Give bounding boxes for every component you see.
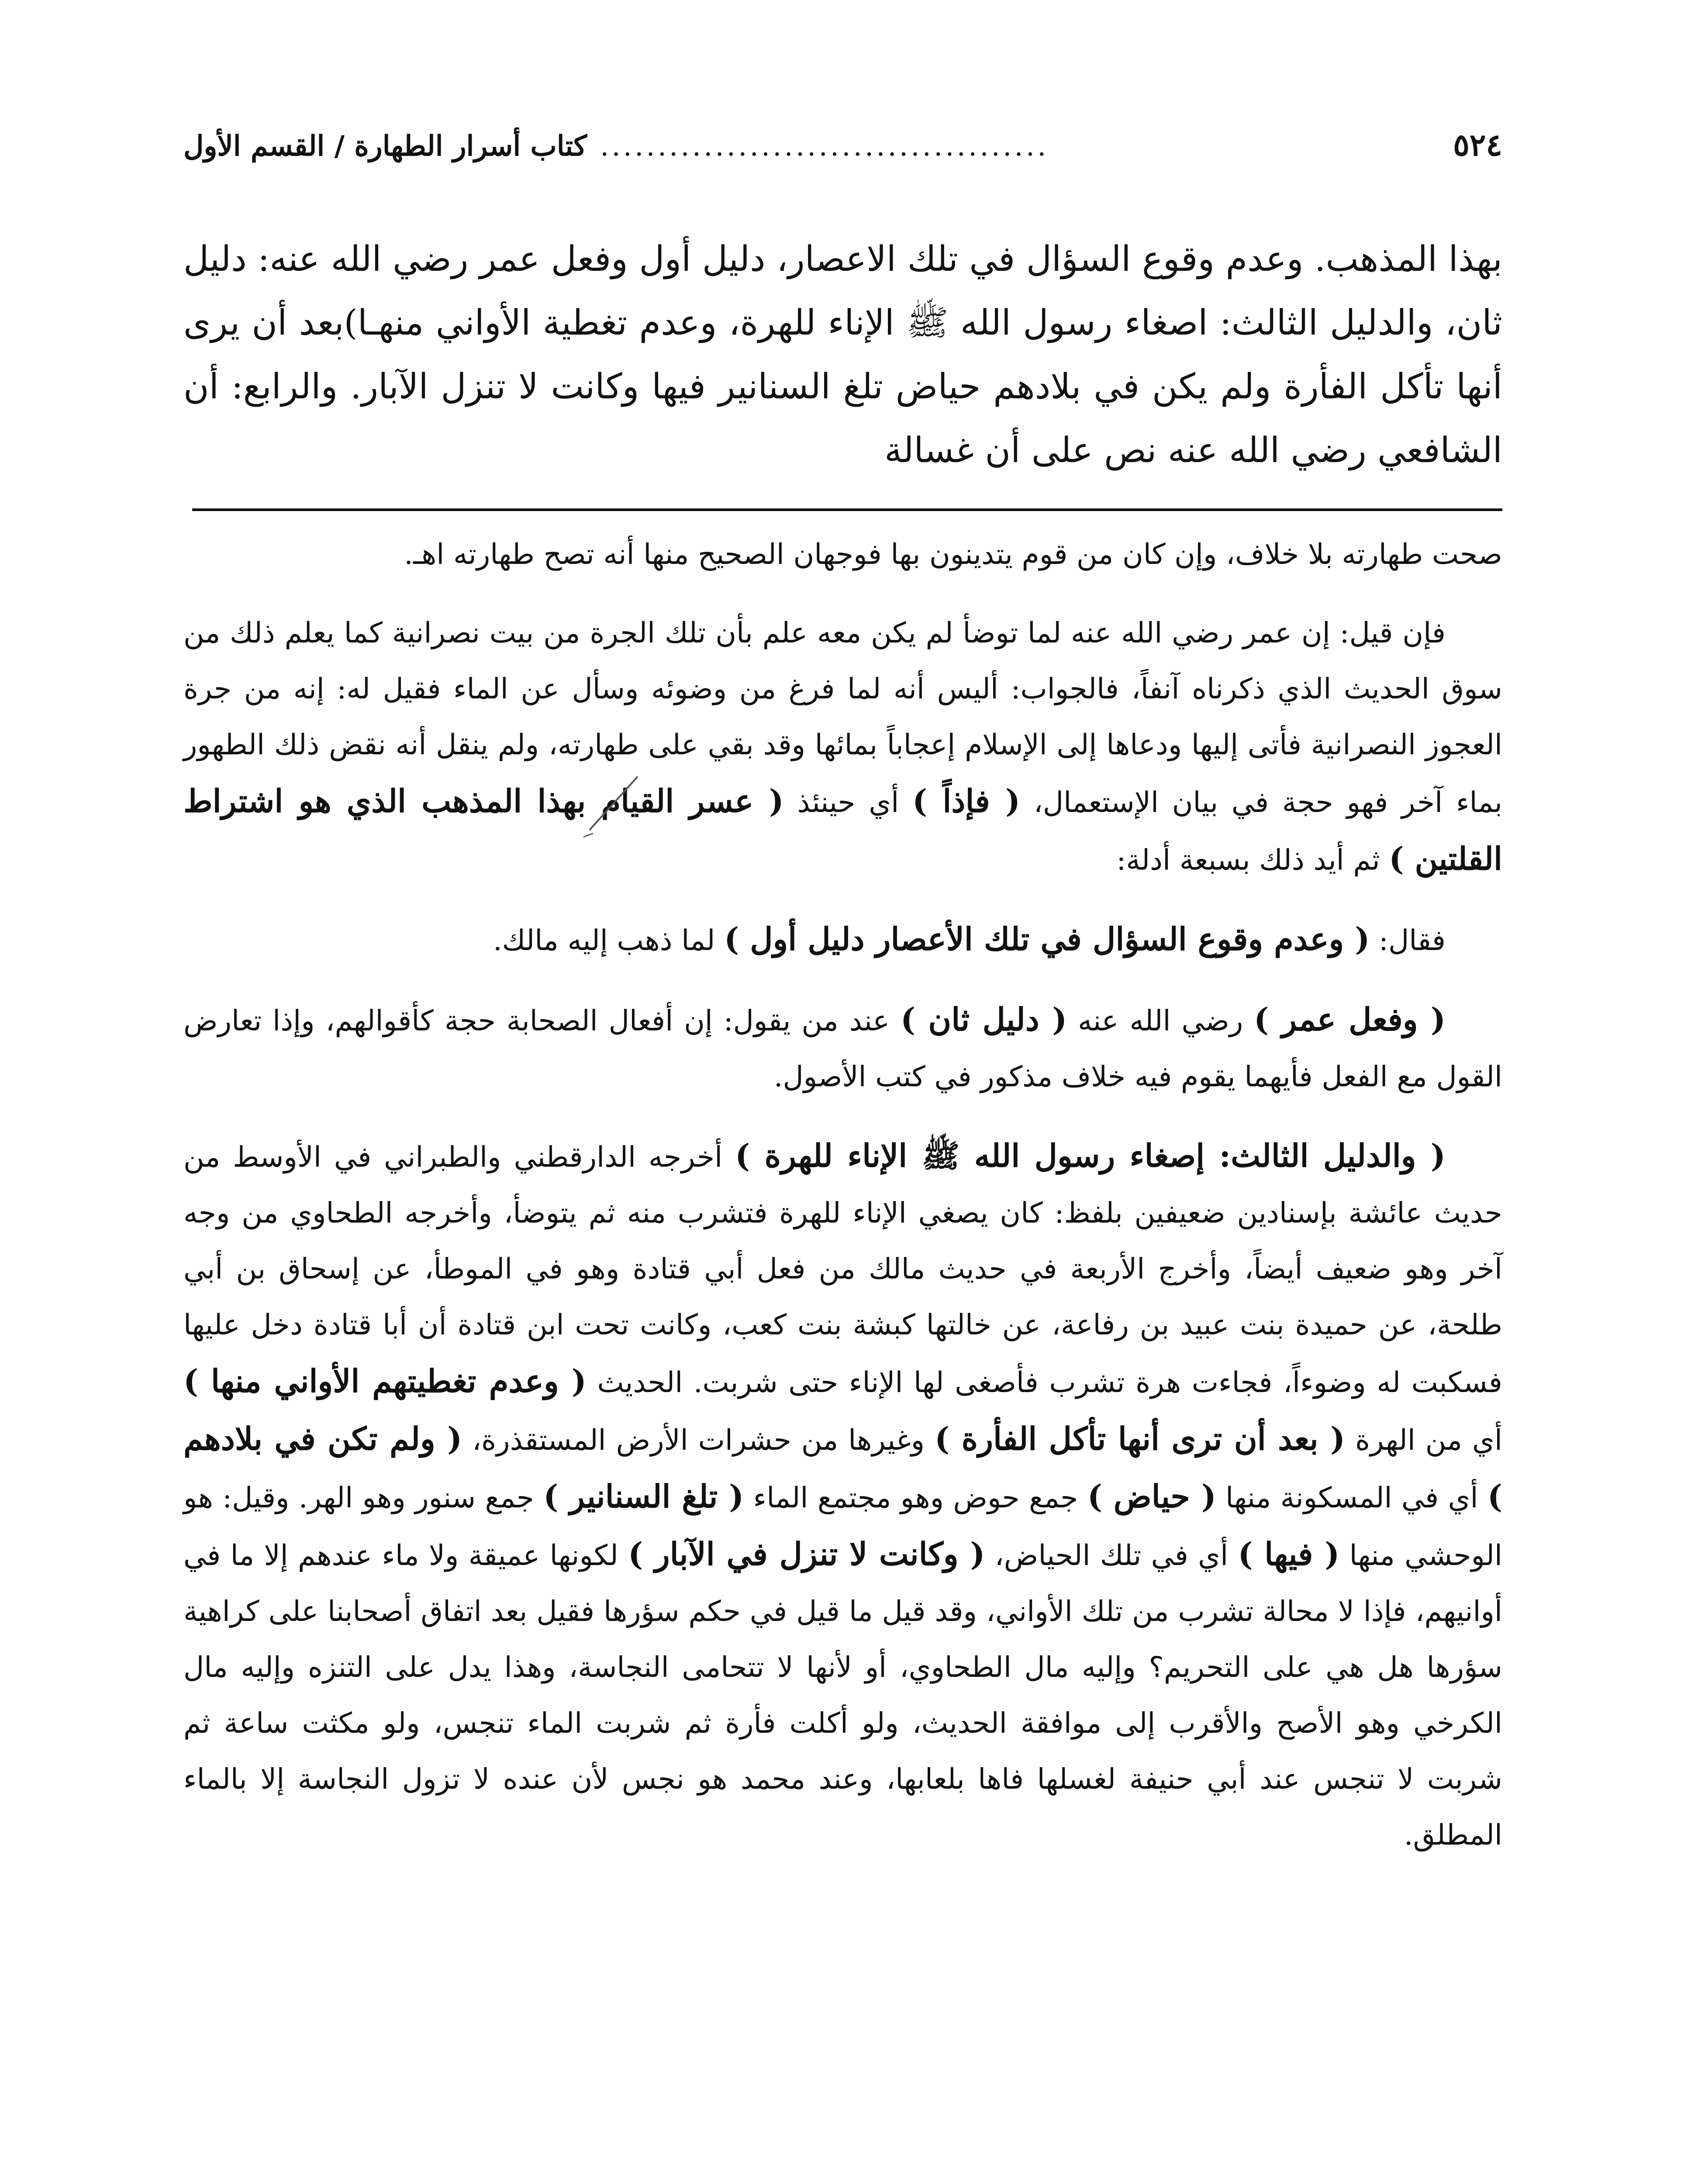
running-header — [183, 127, 1502, 183]
pen-stroke-mark — [581, 773, 642, 839]
bold-quote: ( تلغ السنانير ) — [543, 1478, 744, 1515]
commentary — [183, 527, 1502, 1863]
bold-quote: ( والدليل الثالث: إصغاء رسول الله ﷺ الإناء للهرة ) — [735, 1137, 1446, 1174]
header-leader-dots: ....................................... — [600, 130, 1049, 162]
bold-quote: ( وعدم وقوع السؤال في تلك الأعصار دليل أول ) — [724, 920, 1370, 957]
bold-quote: ( وكانت لا تنزل في الآبار ) — [628, 1535, 985, 1572]
bold-quote: ( وفعل عمر ) — [1254, 1001, 1446, 1038]
main-text: بهذا المذهب. وعدم وقوع السؤال في تلك الاعصار، دليل أول وفعل عمر رضي الله عنه: دليل ثان، والدليل الثالث: اصغاء رسول الله ﷺ الإناء للهرة، وعدم تغطية الأواني منهـا)بعد أن يرى أنها تأكل الفأرة ولم يكن في بلادهم حياض تلغ السنانير فيها وكانت لا تنزل الآبار. والرابع: أن الشافعي رضي الله عنه نص على أن غسالة — [183, 238, 1502, 470]
commentary-paragraph-5: ( والدليل الثالث: إصغاء رسول الله ﷺ الإناء للهرة ) أخرجه الدارقطني والطبراني في الأوسط من حديث عائشة بإسنادين ضعيفين بلفظ: كان يصغي الإناء للهرة فتشرب منه ثم يتوضأ، وأخرجه الطحاوي من وجه آخر وهو ضعيف أيضاً، وأخرج الأربعة في حديث مالك من فعل أبي قتادة وهو في الموطأ، عن إسحاق بن أبي طلحة، عن حميدة بنت عبيد بن رفاعة، عن خالتها كبشة بنت كعب، وكانت تحت ابن قتادة أن أبا قتادة دخل عليها فسكبت له وضوءاً، فجاءت هرة تشرب فأصغى لها الإناء حتى شربت. الحديث ( وعدم تغطيتهم الأواني منها ) أي من الهرة ( بعد أن ترى أنها تأكل الفأرة ) وغيرها من حشرات الأرض المستقذرة، ( ولم تكن في بلادهم ) أي في المسكونة منها ( حياض ) جمع حوض وهو مجتمع الماء ( تلغ السنانير ) جمع سنور وهو الهر. وقيل: هو الوحشي منها ( فيها ) أي في تلك الحياض، ( وكانت لا تنزل في الآبار ) لكونها عميقة ولا ماء عندهم إلا ما في أوانيهم، فإذا لا محالة تشرب من تلك الأواني، وقد قيل ما قيل في حكم سؤرها فقيل بعد اتفاق أصحابنا على كراهية سؤرها هل هي على التحريم؟ وإليه مال الطحاوي، أو لأنها لا تتحامى النجاسة، وهذا يدل على التنزه وإليه مال الكرخي وهو الأصح والأقرب إلى موافقة الحديث، ولو أكلت فأرة ثم شربت الماء تنجس، ولو مكثت ساعة ثم شربت لا تنجس عند أبي حنيفة لغسلها فاها بلعابها، وعند محمد هو نجس لأن عنده لا تزول النجاسة إلا بالماء المطلق. — [183, 1137, 1502, 1852]
bold-quote: ( دليل ثان ) — [901, 1001, 1067, 1038]
book-title: كتاب أسرار الطهارة / القسم الأول — [183, 130, 587, 162]
bold-quote: ( حياض ) — [1087, 1478, 1216, 1515]
header-title-group — [183, 130, 1049, 162]
book-page — [183, 127, 1502, 2184]
bold-quote: ( فإذاً ) — [912, 782, 1021, 819]
bold-quote: ( فيها ) — [1238, 1535, 1340, 1572]
page-number: ٥٢٤ — [1453, 127, 1502, 163]
bold-quote: ( وعدم تغطيتهم الأواني منها ) — [183, 1362, 587, 1400]
bold-quote: ( عسر القيام بهذا المذهب الذي هو اشتراط القلتين ) — [183, 782, 1502, 877]
commentary-paragraph-3: فقال: ( وعدم وقوع السؤال في تلك الأعصار دليل أول ) لما ذهب إليه مالك. — [493, 920, 1446, 957]
text-separator-line — [192, 508, 1502, 511]
commentary-paragraph-2: فإن قيل: إن عمر رضي الله عنه لما توضأ لم يكن معه علم بأن تلك الجرة من بيت نصرانية كما يعلم ذلك من سوق الحديث الذي ذكرناه آنفاً، فالجواب: أليس أنه لما فرغ من وضوئه وسأل عن الماء فقيل له: إنه من جرة العجوز النصرانية فأتى إليها ودعاها إلى الإسلام إعجاباً بمائها وقد بقي على طهارته، ولم ينقل أنه نقض ذلك الطهور بماء آخر فهو حجة في بيان الإستعمال، ( فإذاً ) أي حينئذ ( عسر القيام بهذا المذهب الذي هو اشتراط القلتين ) ثم أيد ذلك بسبعة أدلة: — [183, 617, 1502, 877]
commentary-paragraph-4: ( وفعل عمر ) رضي الله عنه ( دليل ثان ) عند من يقول: إن أفعال الصحابة حجة كأقوالهم، وإذا تعارض القول مع الفعل فأيهما يقوم فيه خلاف مذكور في كتب الأصول. — [183, 1001, 1502, 1093]
bold-quote: ( بعد أن ترى أنها تأكل الفأرة ) — [935, 1420, 1346, 1457]
bold-quote: ( ولم تكن في بلادهم ) — [183, 1420, 1502, 1515]
commentary-paragraph-1: صحت طهارته بلا خلاف، وإن كان من قوم يتدينون بها فوجهان الصحيح منها أنه تصح طهارته اهـ. — [404, 538, 1502, 571]
